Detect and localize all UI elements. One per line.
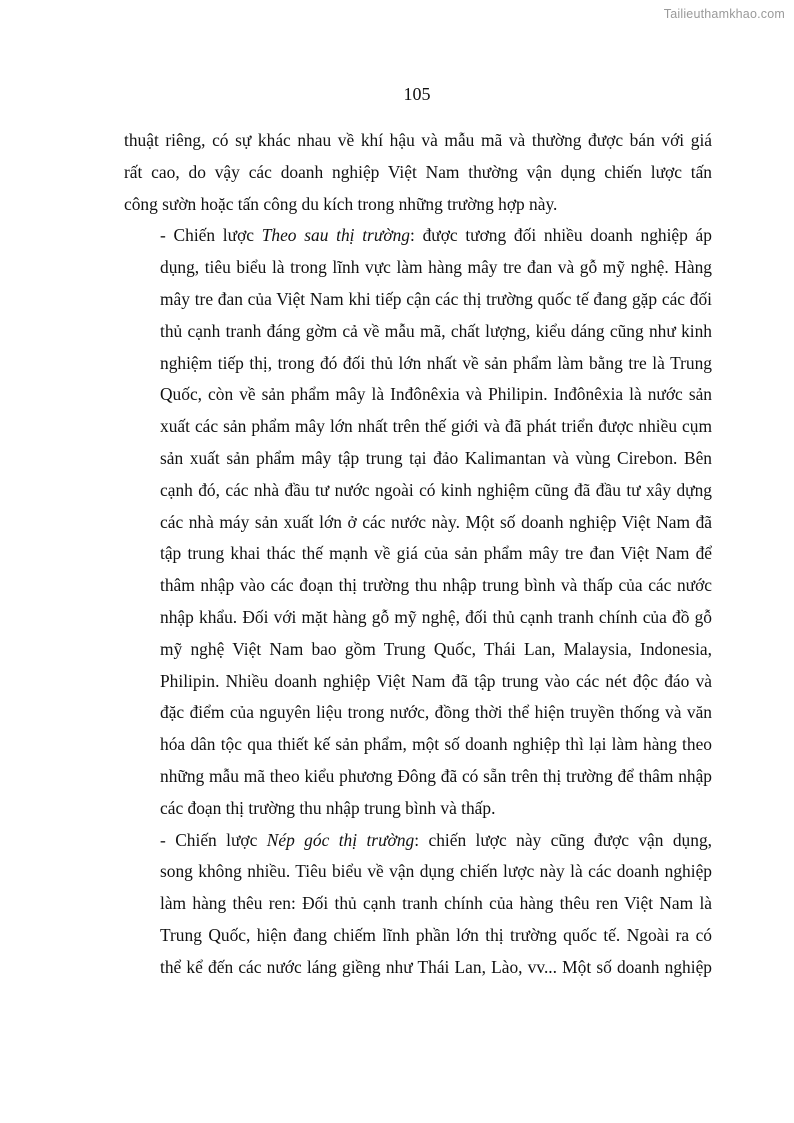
text-line: sản xuất sản phẩm mây tập trung tại đảo Kalimantan và vùng Cirebon. Bên — [160, 447, 712, 468]
watermark-text: Tailieuthamkhao.com — [663, 7, 785, 21]
text-line: cạnh đó, các nhà đầu tư nước ngoài có kinh nghiệm cũng đã đầu tư xây dựng — [160, 479, 712, 500]
text-line: Trung Quốc, hiện đang chiếm lĩnh phần lớn thị trường quốc tế. Ngoài ra có — [160, 924, 712, 945]
page-number: 105 — [403, 84, 431, 104]
text-line: đặc điểm của nguyên liệu trong nước, đồng thời thể hiện truyền thống và văn — [160, 702, 712, 723]
text-line: tập trung khai thác thế mạnh về giá của sản phẩm mây tre đan Việt Nam để — [160, 543, 712, 564]
text-line: các đoạn thị trường thu nhập trung bình và thấp. — [160, 797, 496, 818]
text-line: song không nhiều. Tiêu biểu về vận dụng chiến lược này là các doanh nghiệp — [160, 861, 712, 882]
text-line — [124, 220, 712, 252]
text-line: xuất các sản phẩm mây lớn nhất trên thế giới và đã phát triển được nhiều cụm — [160, 416, 712, 437]
text-line: thể kể đến các nước láng giềng như Thái Lan, Lào, vv... Một số doanh nghiệp — [160, 956, 712, 977]
strategy-lead: - Chiến lược — [160, 829, 267, 850]
text-line: hóa dân tộc qua thiết kế sản phẩm, một số doanh nghiệp thì lại làm hàng theo — [160, 734, 712, 755]
strategy-rest: : được tương đối nhiều doanh nghiệp áp — [410, 225, 712, 246]
text-line: rất cao, do vậy các doanh nghiệp Việt Nam thường vận dụng chiến lược tấn — [124, 161, 712, 182]
text-line: làm hàng thêu ren: Đối thủ cạnh tranh chính của hàng thêu ren Việt Nam là — [160, 893, 712, 914]
text-line: dụng, tiêu biểu là trong lĩnh vực làm hàng mây tre đan và gỗ mỹ nghệ. Hàng — [160, 257, 712, 278]
text-line: thuật riêng, có sự khác nhau về khí hậu và mẫu mã và thường được bán với giá — [124, 130, 712, 150]
text-line: công sườn hoặc tấn công du kích trong những trường hợp này. — [124, 193, 558, 214]
strategy-rest: : chiến lược này cũng được vận dụng, — [414, 829, 712, 850]
strategy-lead: - Chiến lược — [160, 225, 262, 246]
paragraph — [124, 125, 712, 220]
text-line: nhập khẩu. Đối với mặt hàng gỗ mỹ nghệ, đối thủ cạnh tranh chính của đồ gỗ — [160, 606, 712, 627]
text-line: mây tre đan của Việt Nam khi tiếp cận các thị trường quốc tế đang gặp các đối — [160, 288, 712, 309]
paragraph — [124, 220, 712, 824]
text-line — [124, 825, 712, 857]
text-line: Quốc, còn về sản phẩm mây là Inđônêxia và Philipin. Inđônêxia là nước sản — [160, 384, 712, 405]
strategy-name-emphasis: Theo sau thị trường — [261, 225, 410, 246]
text-line: Philipin. Nhiều doanh nghiệp Việt Nam đã tập trung vào các nét độc đáo và — [160, 670, 712, 691]
paragraph — [124, 825, 712, 984]
text-line: mỹ nghệ Việt Nam bao gồm Trung Quốc, Thái Lan, Malaysia, Indonesia, — [160, 638, 712, 659]
text-line: nghiệm tiếp thị, trong đó đối thủ lớn nhất về sản phẩm làm bằng tre là Trung — [160, 352, 712, 373]
document-body — [124, 125, 712, 984]
text-line: những mẫu mã theo kiểu phương Đông đã có sẵn trên thị trường để thâm nhập — [160, 765, 712, 786]
text-line: thủ cạnh tranh đáng gờm cả về mẫu mã, chất lượng, kiểu dáng cũng như kinh — [160, 320, 712, 341]
text-line: thâm nhập vào các đoạn thị trường thu nhập trung bình và thấp của các nước — [160, 575, 712, 596]
strategy-name-emphasis: Nép góc thị trường — [266, 829, 415, 850]
text-line: các nhà máy sản xuất lớn ở các nước này. Một số doanh nghiệp Việt Nam đã — [160, 511, 712, 532]
